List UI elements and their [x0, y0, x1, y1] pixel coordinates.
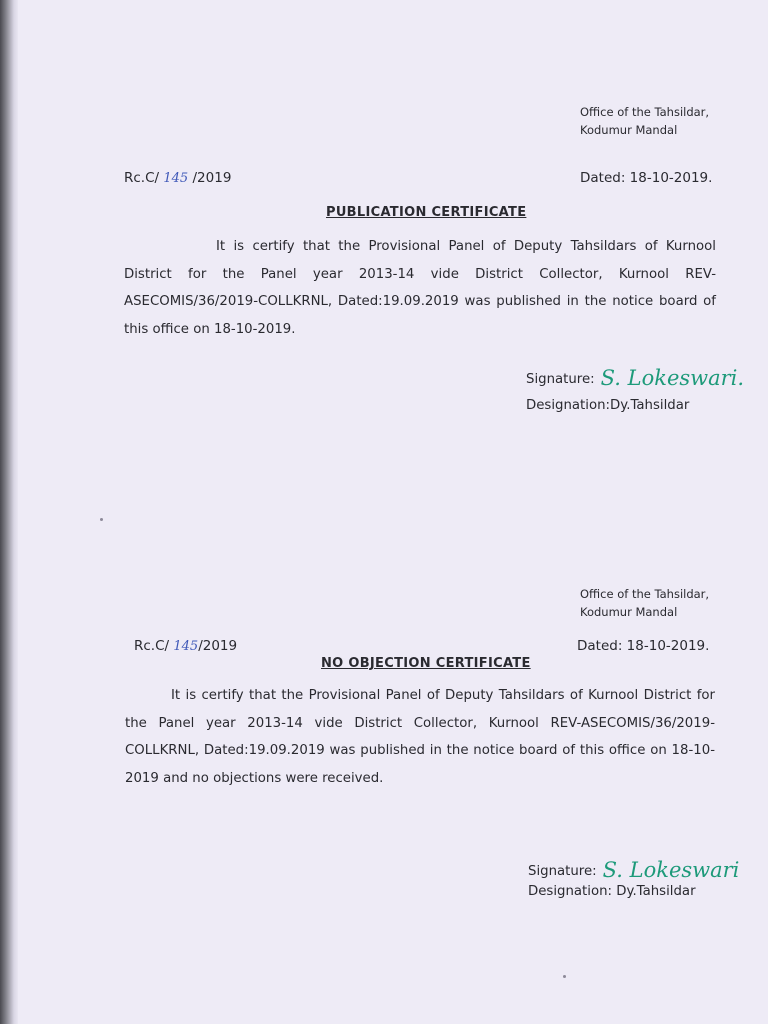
signature-label: Signature: [526, 372, 595, 387]
reference-number-2 [134, 638, 237, 655]
office-address-1 [580, 103, 709, 139]
scan-binding-edge [0, 0, 18, 1024]
office-line-2: Kodumur Mandal [580, 123, 678, 137]
certificate-body-2: It is certify that the Provisional Panel of Deputy Tahsildars of Kurnool District for the Panel year 2013-14 vide District Collector, Kurnool REV-ASECOMIS/36/2019-COLLKRNL, Dated:19.09.2019 was published in the notice board of this office on 18-10-2019 and no objections were received. [125, 688, 715, 786]
handwritten-signature: S. Lokeswari [602, 858, 740, 882]
handwritten-signature: S. Lokeswari. [600, 366, 745, 390]
signature-line-1 [526, 366, 745, 390]
handwritten-ref-number: 145 [163, 171, 189, 186]
ref-suffix: /2019 [192, 170, 232, 186]
signature-line-2 [528, 858, 740, 882]
office-line-2: Kodumur Mandal [580, 605, 678, 619]
certificate-title-1: PUBLICATION CERTIFICATE [326, 205, 527, 220]
scan-speck [100, 518, 103, 521]
office-line-1: Office of the Tahsildar, [580, 105, 710, 119]
office-line-1: Office of the Tahsildar, [580, 587, 710, 601]
office-address-2 [580, 585, 709, 621]
designation-2: Designation: Dy.Tahsildar [528, 884, 696, 899]
signature-label: Signature: [528, 864, 597, 879]
reference-number-1 [124, 170, 231, 187]
certificate-body-1: It is certify that the Provisional Panel of Deputy Tahsildars of Kurnool District for the Panel year 2013-14 vide District Collector, Kurnool REV-ASECOMIS/36/2019-COLLKRNL, Dated:19.09.2019 was published in the notice board of this office on 18-10-2019. [124, 239, 716, 337]
date-1: Dated: 18-10-2019. [580, 170, 713, 186]
handwritten-ref-number: 145 [173, 639, 199, 654]
scan-speck [563, 975, 566, 978]
designation-1: Designation:Dy.Tahsildar [526, 398, 690, 413]
ref-prefix: Rc.C/ [134, 638, 170, 654]
certificate-title-2: NO OBJECTION CERTIFICATE [321, 656, 531, 671]
ref-suffix: /2019 [198, 638, 238, 654]
document-page [18, 0, 768, 1024]
date-2: Dated: 18-10-2019. [577, 638, 710, 654]
ref-prefix: Rc.C/ [124, 170, 160, 186]
